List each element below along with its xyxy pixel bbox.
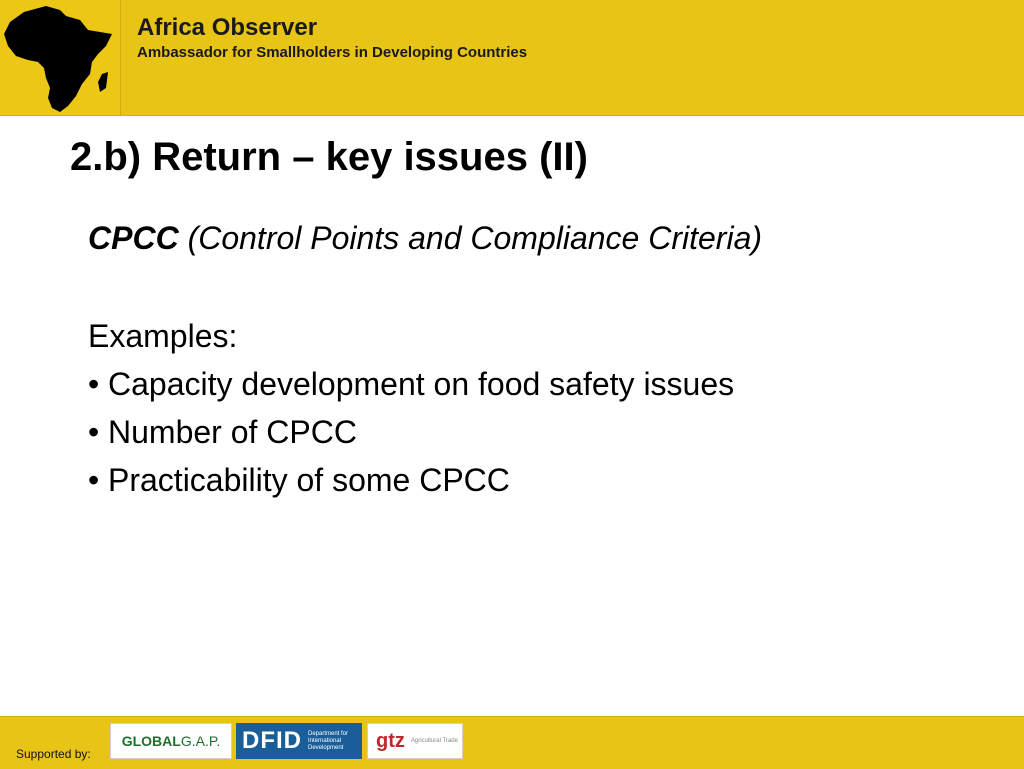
bullet-text: Practicability of some CPCC (108, 462, 510, 498)
brand-title: Africa Observer (137, 14, 318, 41)
gtz-small-text: Agricultural Trade (410, 738, 458, 744)
cpcc-definition (88, 222, 762, 254)
bullet-list (88, 368, 734, 512)
cpcc-expansion: (Control Points and Compliance Criteria) (187, 220, 763, 256)
bullet-dot-icon: • (88, 366, 100, 402)
cpcc-abbreviation: CPCC (88, 220, 179, 256)
slide-title: 2.b) Return – key issues (II) (70, 135, 588, 179)
list-item (88, 464, 734, 512)
bullet-text: Number of CPCC (108, 414, 357, 450)
brand-subtitle: Ambassador for Smallholders in Developing Countries (137, 44, 528, 61)
supported-by-label: Supported by: (16, 747, 91, 761)
bullet-text: Capacity development on food safety issues (108, 366, 735, 402)
slide-content (88, 220, 763, 498)
dfid-logo (236, 723, 362, 759)
list-item (88, 368, 734, 416)
list-item (88, 416, 734, 464)
bullet-dot-icon: • (88, 414, 100, 450)
header-bar (0, 0, 1024, 116)
africa-map-icon (2, 2, 114, 113)
dfid-small-text: Department for International Development (308, 730, 349, 751)
examples-label: Examples: (88, 318, 238, 354)
bullet-dot-icon: • (88, 462, 100, 498)
footer-bar (0, 716, 1024, 769)
gtz-logo (367, 723, 463, 759)
gtz-text: gtz (376, 729, 405, 752)
globalgap-rest-text: G.A.P. (180, 733, 221, 749)
globalgap-logo (110, 723, 232, 759)
globalgap-bold-text: GLOBAL (121, 733, 181, 749)
dfid-text: DFID (242, 727, 302, 754)
logo (0, 0, 121, 115)
